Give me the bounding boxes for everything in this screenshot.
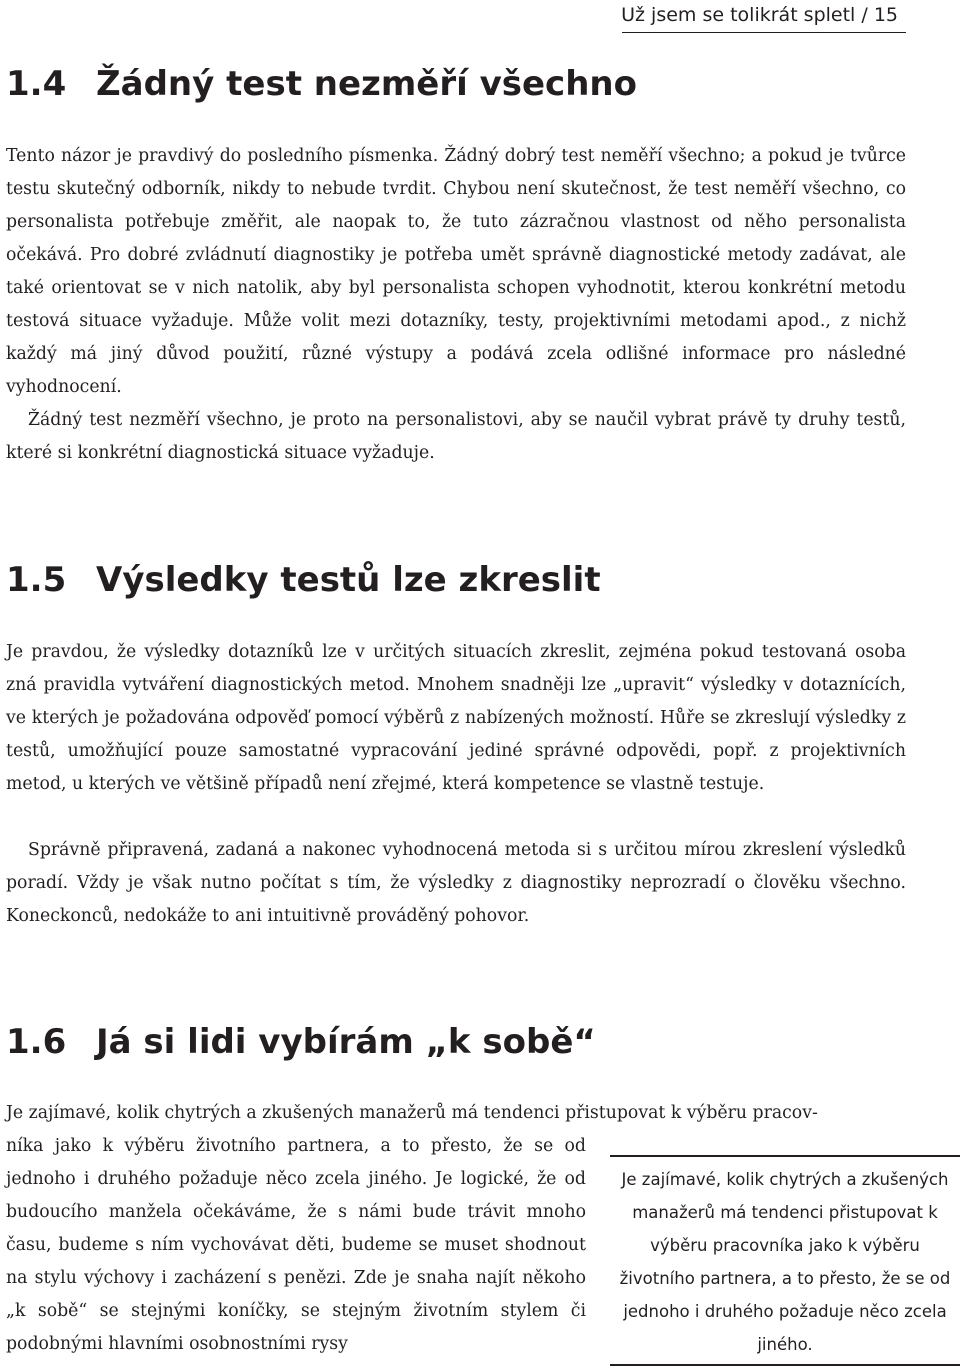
paragraph: Tento názor je pravdivý do posledního písmenka. Žádný dobrý test neměří všechno; a pokud je tvůrce testu skutečný odborník, nikdy to nebude tvrdit. Chybou není skutečnost, že test neměří všechno, co personalista potřebuje změřit, ale naopak to, že tuto zázračnou vlastnost od něho personalista očekává. Pro dobré zvládnutí diagnostiky je potřeba umět správně diagnostické metody zadávat, ale také orientovat se v nich natolik, aby byl personalista schopen vyhodnotit, kterou konkrétní metodu testová situace vyžaduje. Může volit mezi dotazníky, testy, projektivními metodami apod., z nichž každý má jiný důvod použití, různé výstupy a podává zcela odlišné informace pro následné vyhodnocení. <box>6 146 906 397</box>
running-head: Už jsem se tolikrát spletl / 15 <box>621 4 898 26</box>
pull-quote-bottom-rule <box>610 1364 960 1366</box>
paragraph: Správně připravená, zadaná a nakonec vyhodnocená metoda si s určitou mírou zkreslení výsledků poradí. Vždy je však nutno počítat s tím, že výsledky z diagnostiky neprozradí o člověku všechno. Koneckonců, nedokáže to ani intuitivně prováděný pohovor. <box>6 840 906 926</box>
paragraph: Žádný test nezměří všechno, je proto na personalistovi, aby se naučil vybrat právě ty druhy testů, které si konkrétní diagnostická situace vyžaduje. <box>6 410 906 463</box>
section-number: 1.4 <box>6 64 67 104</box>
section-title: Výsledky testů lze zkreslit <box>96 560 601 600</box>
paragraph: níka jako k výběru životního partnera, a to přesto, že se od jednoho i druhého požaduje něco zcela jiného. Je logické, že od budoucího manžela očekáváme, že s námi bude trávit mnoho času, budeme s ním vychovávat děti, budeme se muset shodnout na stylu výchovy i zacházení s penězi. Zde je snaha najít někoho „k sobě“ se stejnými koníčky, se stejným životním stylem či podobnými hlavními osobnostními rysy <box>6 1136 586 1354</box>
section-heading-1-5 <box>6 560 601 600</box>
paragraph-first-line: Je zajímavé, kolik chytrých a zkušených manažerů má tendenci přistupovat k výběru pracov- <box>6 1103 818 1123</box>
section-title: Žádný test nezměří všechno <box>96 64 637 104</box>
section-number: 1.6 <box>6 1022 67 1062</box>
pull-quote <box>610 1155 960 1365</box>
pull-quote-text: Je zajímavé, kolik chytrých a zkušených manažerů má tendenci přistupovat k výběru pracovníka jako k výběru životního partnera, a to přesto, že se od jednoho i druhého požaduje něco zcela jiného. <box>619 1170 951 1354</box>
paragraph: Je pravdou, že výsledky dotazníků lze v určitých situacích zkreslit, zejména pokud testovaná osoba zná pravidla vytváření diagnostických metod. Mnohem snadněji lze „upravit“ výsledky v dotaznících, ve kterých je požadována odpověď pomocí výběrů z nabízených možností. Hůře se zkreslují výsledky z testů, umožňující pouze samostatné vypracování jediné správné odpovědi, popř. z projektivních metod, u kterých ve většině případů není zřejmé, která kompetence se vlastně testuje. <box>6 642 906 794</box>
section-heading-1-4 <box>6 64 637 104</box>
section-heading-1-6 <box>6 1022 596 1062</box>
header-rule <box>622 32 906 33</box>
section-number: 1.5 <box>6 560 67 600</box>
pull-quote-top-rule <box>610 1155 960 1157</box>
section-title: Já si lidi vybírám „k sobě“ <box>96 1022 596 1062</box>
